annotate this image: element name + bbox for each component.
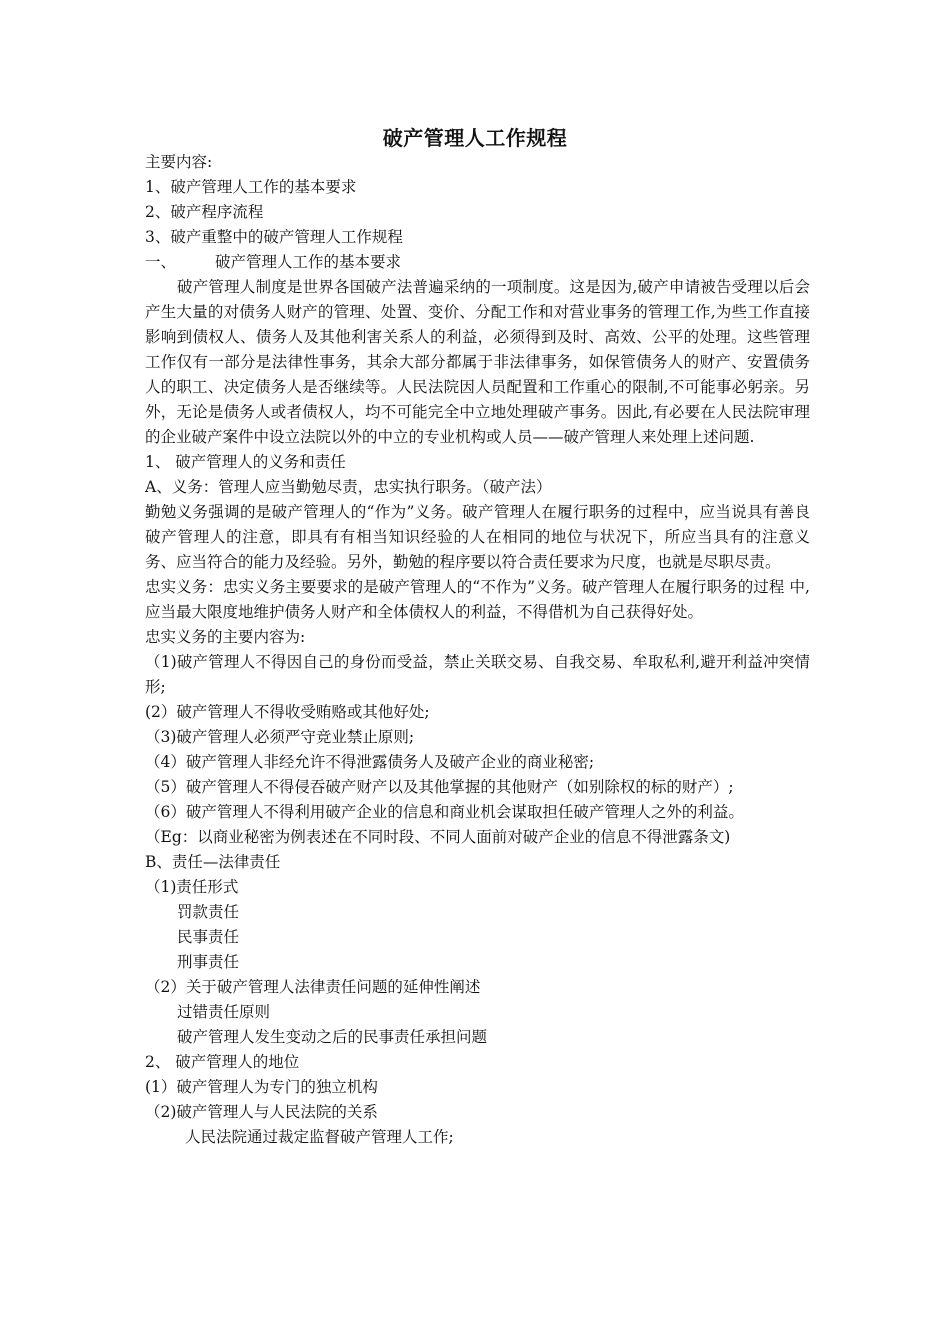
list-item: （2)破产管理人与人民法院的关系 — [145, 1103, 378, 1121]
duty-line: A、义务：管理人应当勤勉尽责，忠实执行职务。（破产法） — [145, 478, 552, 496]
text-line: 1、破产管理人工作的基本要求 — [145, 178, 357, 196]
section-title: 破产管理人工作的基本要求 — [215, 253, 402, 271]
list-item: 罚款责任 — [177, 903, 240, 921]
text-line: 人民法院通过裁定监督破产管理人工作; — [185, 1128, 454, 1146]
text-line: 3、破产重整中的破产管理人工作规程 — [145, 228, 403, 246]
list-item: (1）破产管理人为专门的独立机构 — [145, 1078, 378, 1096]
list-item: （4）破产管理人非经允许不得泄露债务人及破产企业的商业秘密; — [145, 753, 595, 771]
document-title: 破产管理人工作规程 — [382, 126, 568, 150]
list-item: （2）关于破产管理人法律责任问题的延伸性阐述 — [145, 978, 481, 996]
text-line: 忠实义务的主要内容为: — [145, 628, 306, 646]
text-line: 主要内容: — [145, 153, 213, 171]
list-item: （Eg：以商业秘密为例表述在不同时段、不同人面前对破产企业的信息不得泄露条文) — [145, 828, 731, 846]
list-item: 破产管理人发生变动之后的民事责任承担问题 — [177, 1028, 488, 1046]
list-item: 刑事责任 — [177, 953, 240, 971]
list-item: 民事责任 — [177, 928, 240, 946]
list-item: (2）破产管理人不得收受贿赂或其他好处; — [145, 703, 430, 721]
intro-paragraph: 破产管理人制度是世界各国破产法普遍采纳的一项制度。这是因为,破产申请被告受理以后会产生大量的对债务人财产的管理、处置、变价、分配工作和对营业事务的管理工作,为些工作直接影响到债权人、债务人及其他利害关系人的利益，必须得到及时、高效、公平的处理。这些管理工作仅有一部分是法律性事务，其余大部分都属于非法律事务，如保管债务人的财产、安置债务人的职工、决定债务人是否继续等。人民法院因人员配置和工作重心的限制,不可能事必躬亲。另外，无论是债务人或者债权人，均不可能完全中立地处理破产事务。因此,有必要在人民法院审理的企业破产案件中设立法院以外的中立的专业机构或人员——破产管理人来处理上述问题. — [145, 278, 810, 446]
section-heading — [145, 250, 810, 275]
subsection-heading: 2、 破产管理人的地位 — [145, 1053, 300, 1071]
diligence-paragraph: 勤勉义务强调的是破产管理人的“作为”义务。破产管理人在履行职务的过程中，应当说具有善良破产管理人的注意，即具有有相当知识经验的人在相同的地位与状况下，所应当具有的注意义务、应当符合的能力及经验。另外，勤勉的程序要以符合责任要求为尺度，也就是尽职尽责。 — [145, 503, 810, 571]
section-number: 一、 — [145, 253, 177, 271]
document-body — [145, 150, 810, 1150]
loyalty-paragraph: 忠实义务：忠实义务主要要求的是破产管理人的“不作为”义务。破产管理人在履行职务的过程 中,应当最大限度地维护债务人财产和全体债权人的利益，不得借机为自己获得好处。 — [145, 578, 810, 621]
list-item: 过错责任原则 — [177, 1003, 271, 1021]
subsection-heading: 1、 破产管理人的义务和责任 — [145, 453, 346, 471]
list-item: （5）破产管理人不得侵吞破产财产以及其他掌握的其他财产（如别除权的标的财产）; — [145, 778, 734, 796]
text-line: 2、破产程序流程 — [145, 203, 264, 221]
list-item: （6）破产管理人不得利用破产企业的信息和商业机会谋取担任破产管理人之外的利益。 — [145, 803, 744, 821]
list-item: （1)责任形式 — [145, 878, 239, 896]
list-item: （1)破产管理人不得因自己的身份而受益，禁止关联交易、自我交易、牟取私利,避开利益冲突情形; — [145, 653, 810, 696]
list-item: （3)破产管理人必须严守竞业禁止原则; — [145, 728, 415, 746]
duty-line: B、责任—法律责任 — [145, 853, 281, 871]
